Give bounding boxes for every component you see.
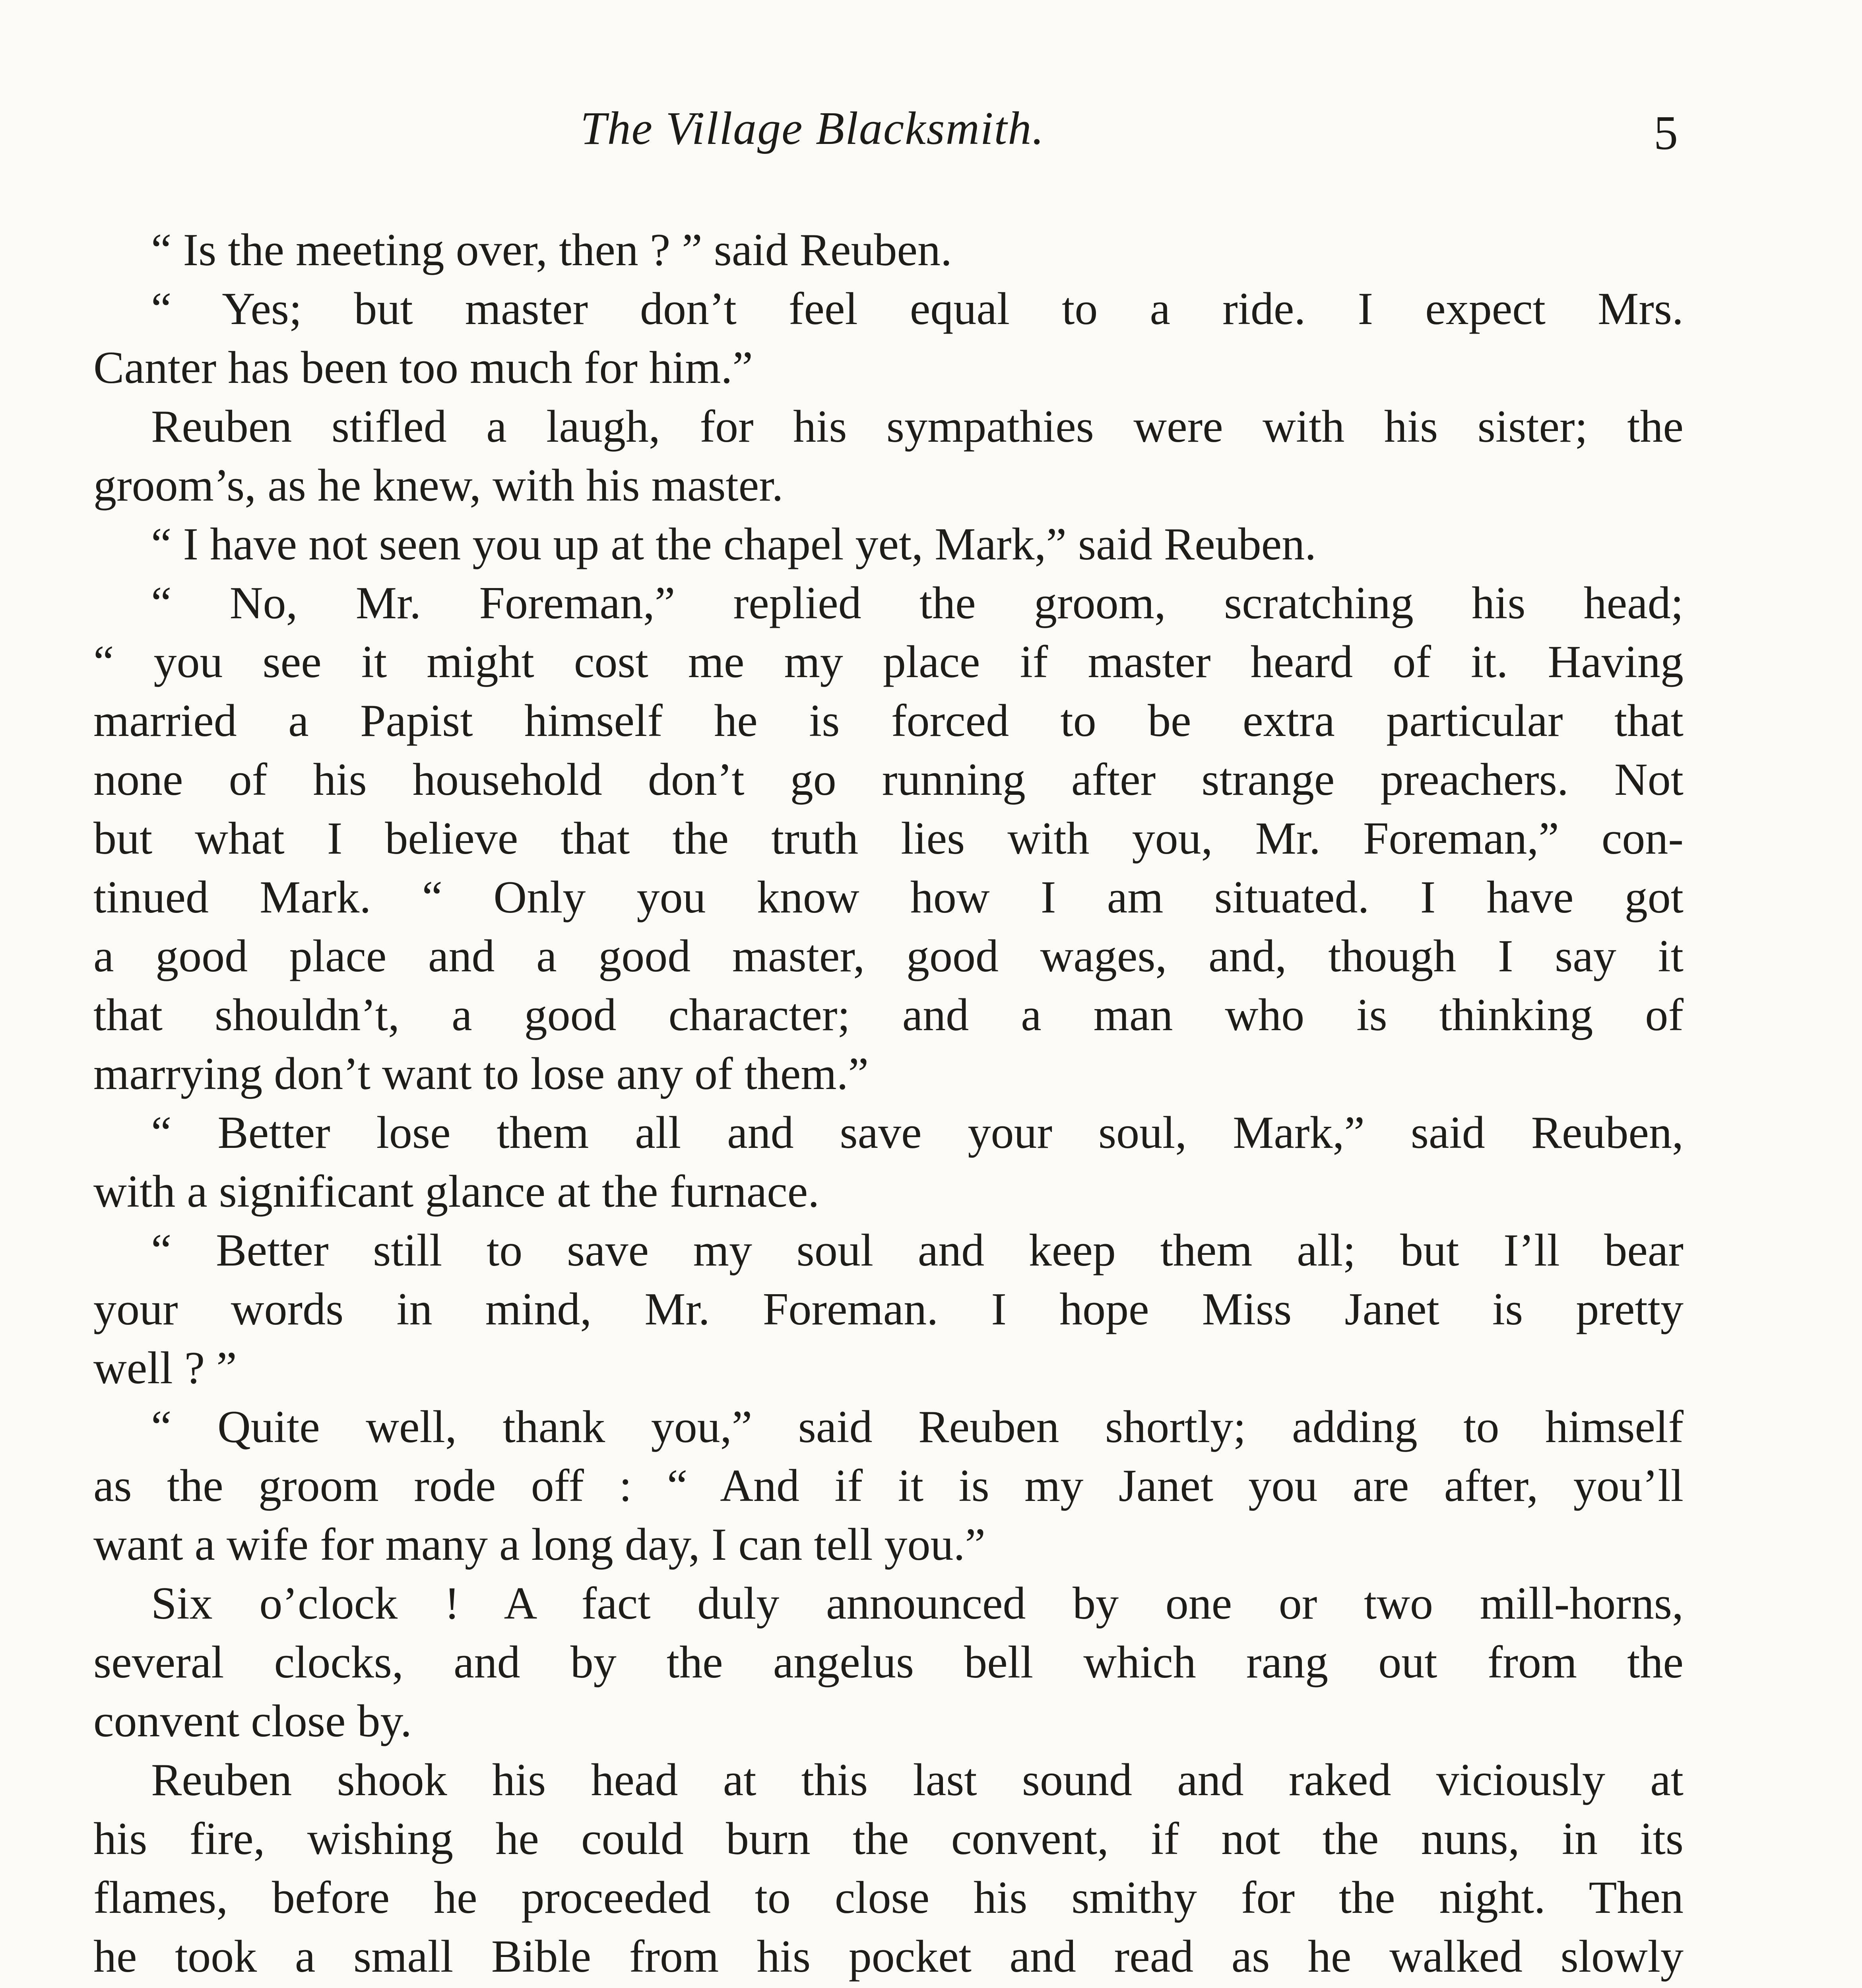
text-line: but what I believe that the truth lies with you, Mr. Foreman,” con- (93, 813, 1684, 864)
text-line: groom’s, as he knew, with his master. (93, 460, 784, 511)
text-line: “ I have not seen you up at the chapel yet, Mark,” said Reuben. (151, 519, 1317, 570)
text-line: with a significant glance at the furnace. (93, 1166, 820, 1217)
text-line: “ Yes; but master don’t feel equal to a ride. I expect Mrs. (151, 283, 1684, 334)
text-line: married a Papist himself he is forced to be extra particular that (93, 695, 1684, 746)
text-line: Reuben shook his head at this last sound and raked viciously at (151, 1755, 1684, 1806)
text-line: that shouldn’t, a good character; and a man who is thinking of (93, 990, 1684, 1041)
text-line: a good place and a good master, good wages, and, though I say it (93, 931, 1684, 982)
text-line: tinued Mark. “ Only you know how I am situated. I have got (93, 872, 1684, 923)
text-line: Canter has been too much for him.” (93, 342, 753, 393)
text-line: as the groom rode off : “ And if it is my Janet you are after, you’ll (93, 1460, 1684, 1511)
text-line: none of his household don’t go running after strange preachers. Not (93, 754, 1684, 805)
text-line: convent close by. (93, 1696, 412, 1747)
text-line: he took a small Bible from his pocket and read as he walked slowly (93, 1931, 1684, 1982)
text-line (93, 1986, 1684, 1988)
text-line: your words in mind, Mr. Foreman. I hope Miss Janet is pretty (93, 1284, 1684, 1335)
text-line: Reuben stifled a laugh, for his sympathies were with his sister; the (151, 401, 1684, 452)
text-line: marrying don’t want to lose any of them.” (93, 1048, 869, 1099)
text-line: “ Better lose them all and save your soul, Mark,” said Reuben, (151, 1107, 1684, 1158)
running-head-title: The Village Blacksmith. (580, 102, 1045, 154)
text-line: “ Quite well, thank you,” said Reuben shortly; adding to himself (151, 1402, 1684, 1452)
text-line: want a wife for many a long day, I can tell you.” (93, 1519, 985, 1570)
text-line: “ No, Mr. Foreman,” replied the groom, scratching his head; (151, 578, 1684, 629)
text-line: well ? ” (93, 1343, 237, 1394)
text-line: several clocks, and by the angelus bell which rang out from the (93, 1637, 1684, 1688)
text-line: Six o’clock ! A fact duly announced by one or two mill-horns, (151, 1578, 1684, 1629)
body-text (93, 221, 1684, 1988)
text-line: his fire, wishing he could burn the convent, if not the nuns, in its (93, 1813, 1684, 1864)
text-line: flames, before he proceeded to close his smithy for the night. Then (93, 1872, 1684, 1923)
text-line: “ Is the meeting over, then ? ” said Reuben. (151, 225, 952, 276)
text-line: “ you see it might cost me my place if master heard of it. Having (93, 637, 1684, 687)
page-number: 5 (1654, 106, 1678, 160)
text-line: “ Better still to save my soul and keep them all; but I’ll bear (151, 1225, 1684, 1276)
